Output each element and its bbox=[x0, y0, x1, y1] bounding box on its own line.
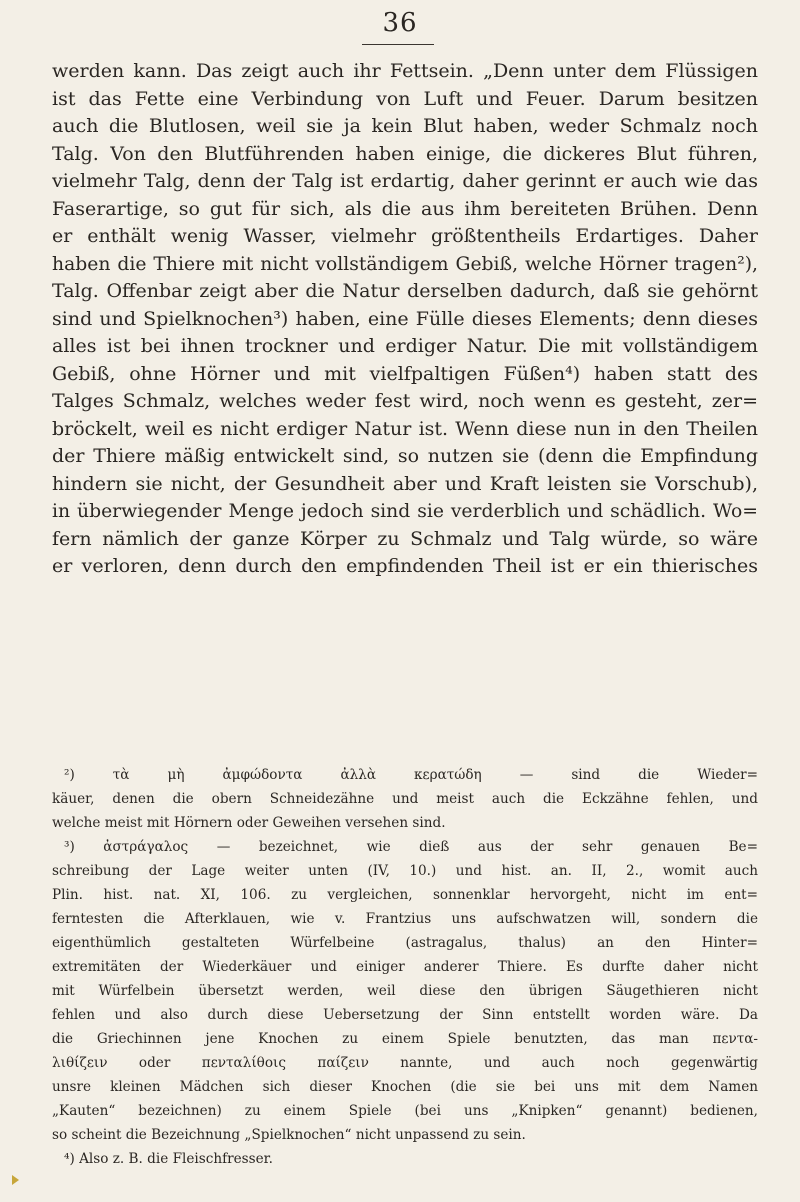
footnote-2-line: käuer, denen die obern Schneidezähne und meist auch die Eckzähne fehlen, und bbox=[52, 791, 758, 807]
text-line: ist das Fette eine Verbindung von Luft und Feuer. Darum besitzen bbox=[52, 87, 758, 110]
text-line: Talg. Von den Blutführenden haben einige, die dickeres Blut führen, bbox=[52, 142, 758, 165]
footnote-3-line: mit Würfelbein übersetzt werden, weil diese den übrigen Säugethieren nicht bbox=[52, 983, 758, 999]
footnote-3-line: „Kauten“ bezeichnen) zu einem Spiele (bei uns „Knipken“ genannt) bedienen, bbox=[52, 1103, 758, 1119]
text-line: vielmehr Talg, denn der Talg ist erdartig, daher gerinnt er auch wie das bbox=[52, 170, 758, 192]
footnote-3-line: unsre kleinen Mädchen sich dieser Knochen (die sie bei uns mit dem Namen bbox=[52, 1079, 758, 1095]
text-line: Faserartige, so gut für sich, als die aus ihm bereiteten Brühen. Denn bbox=[52, 197, 758, 220]
text-line: auch die Blutlosen, weil sie ja kein Blut haben, weder Schmalz noch bbox=[52, 115, 758, 137]
footnote-3-line: ³) ἀστράγαλος — bezeichnet, wie dieß aus der sehr genauen Be= bbox=[64, 839, 758, 855]
text-line: Talg. Offenbar zeigt aber die Natur derselben dadurch, daß sie gehörnt bbox=[52, 280, 758, 302]
footnote-4-line: ⁴) Also z. B. die Fleischfresser. bbox=[64, 1151, 273, 1167]
page-number: 36 bbox=[382, 8, 418, 38]
text-line: hindern sie nicht, der Gesundheit aber und Kraft leisten sie Vorschub), bbox=[52, 472, 758, 495]
footnote-2-line: welche meist mit Hörnern oder Geweihen versehen sind. bbox=[52, 815, 446, 831]
text-line: sind und Spielknochen³) haben, eine Fülle dieses Elements; denn dieses bbox=[52, 307, 758, 330]
text-line: alles ist bei ihnen trockner und erdiger Natur. Die mit vollständigem bbox=[52, 335, 758, 357]
text-line: haben die Thiere mit nicht vollständigem Gebiß, welche Hörner tragen²), bbox=[52, 253, 758, 275]
text-line: bröckelt, weil es nicht erdiger Natur ist. Wenn diese nun in den Theilen bbox=[52, 417, 758, 440]
text-line: er verloren, denn durch den empfindenden Theil ist er ein thierisches bbox=[52, 555, 758, 577]
text-line: er enthält wenig Wasser, vielmehr größtentheils Erdartiges. Daher bbox=[52, 225, 758, 247]
text-line: Talges Schmalz, welches weder fest wird, noch wenn es gesteht, zer= bbox=[52, 390, 758, 412]
text-line: Gebiß, ohne Hörner und mit vielfpaltigen Füßen⁴) haben statt des bbox=[52, 362, 758, 385]
footnote-3-line: λιθίζειν oder πενταλίθοις παίζειν nannte, und auch noch gegenwärtig bbox=[52, 1055, 758, 1071]
footnote-3-line: die Griechinnen jene Knochen zu einem Spiele benutzten, das man πεντα- bbox=[52, 1031, 758, 1047]
footnotes bbox=[52, 763, 758, 1171]
footnote-3-line: ferntesten die Afterklauen, wie v. Frantzius uns aufschwatzen will, sondern die bbox=[52, 911, 758, 927]
footnote-3-line: extremitäten der Wiederkäuer und einiger anderer Thiere. Es durfte daher nicht bbox=[52, 959, 758, 975]
text-line: fern nämlich der ganze Körper zu Schmalz und Talg würde, so wäre bbox=[52, 527, 758, 550]
header-rule bbox=[362, 44, 434, 45]
footnote-3-line: schreibung der Lage weiter unten (IV, 10.) und hist. an. II, 2., womit auch bbox=[52, 863, 758, 879]
text-line: werden kann. Das zeigt auch ihr Fettsein. „Denn unter dem Flüssigen bbox=[52, 60, 758, 82]
footnote-3-line: fehlen und also durch diese Uebersetzung der Sinn entstellt worden wäre. Da bbox=[52, 1007, 758, 1023]
scan-marker-icon bbox=[12, 1175, 19, 1185]
text-line: in überwiegender Menge jedoch sind sie verderblich und schädlich. Wo= bbox=[52, 501, 758, 522]
footnote-3-line: so scheint die Bezeichnung „Spielknochen“ nicht unpassend zu sein. bbox=[52, 1127, 526, 1143]
main-text bbox=[52, 58, 758, 581]
footnote-2-line: ²) τὰ μὴ ἀμφώδοντα ἀλλὰ κερατώδη — sind die Wieder= bbox=[64, 767, 758, 783]
footnote-3-line: Plin. hist. nat. XI, 106. zu vergleichen, sonnenklar hervorgeht, nicht im ent= bbox=[52, 887, 758, 903]
text-line: der Thiere mäßig entwickelt sind, so nutzen sie (denn die Empfindung bbox=[52, 445, 758, 467]
footnote-3-line: eigenthümlich gestalteten Würfelbeine (astragalus, thalus) an den Hinter= bbox=[52, 935, 758, 951]
